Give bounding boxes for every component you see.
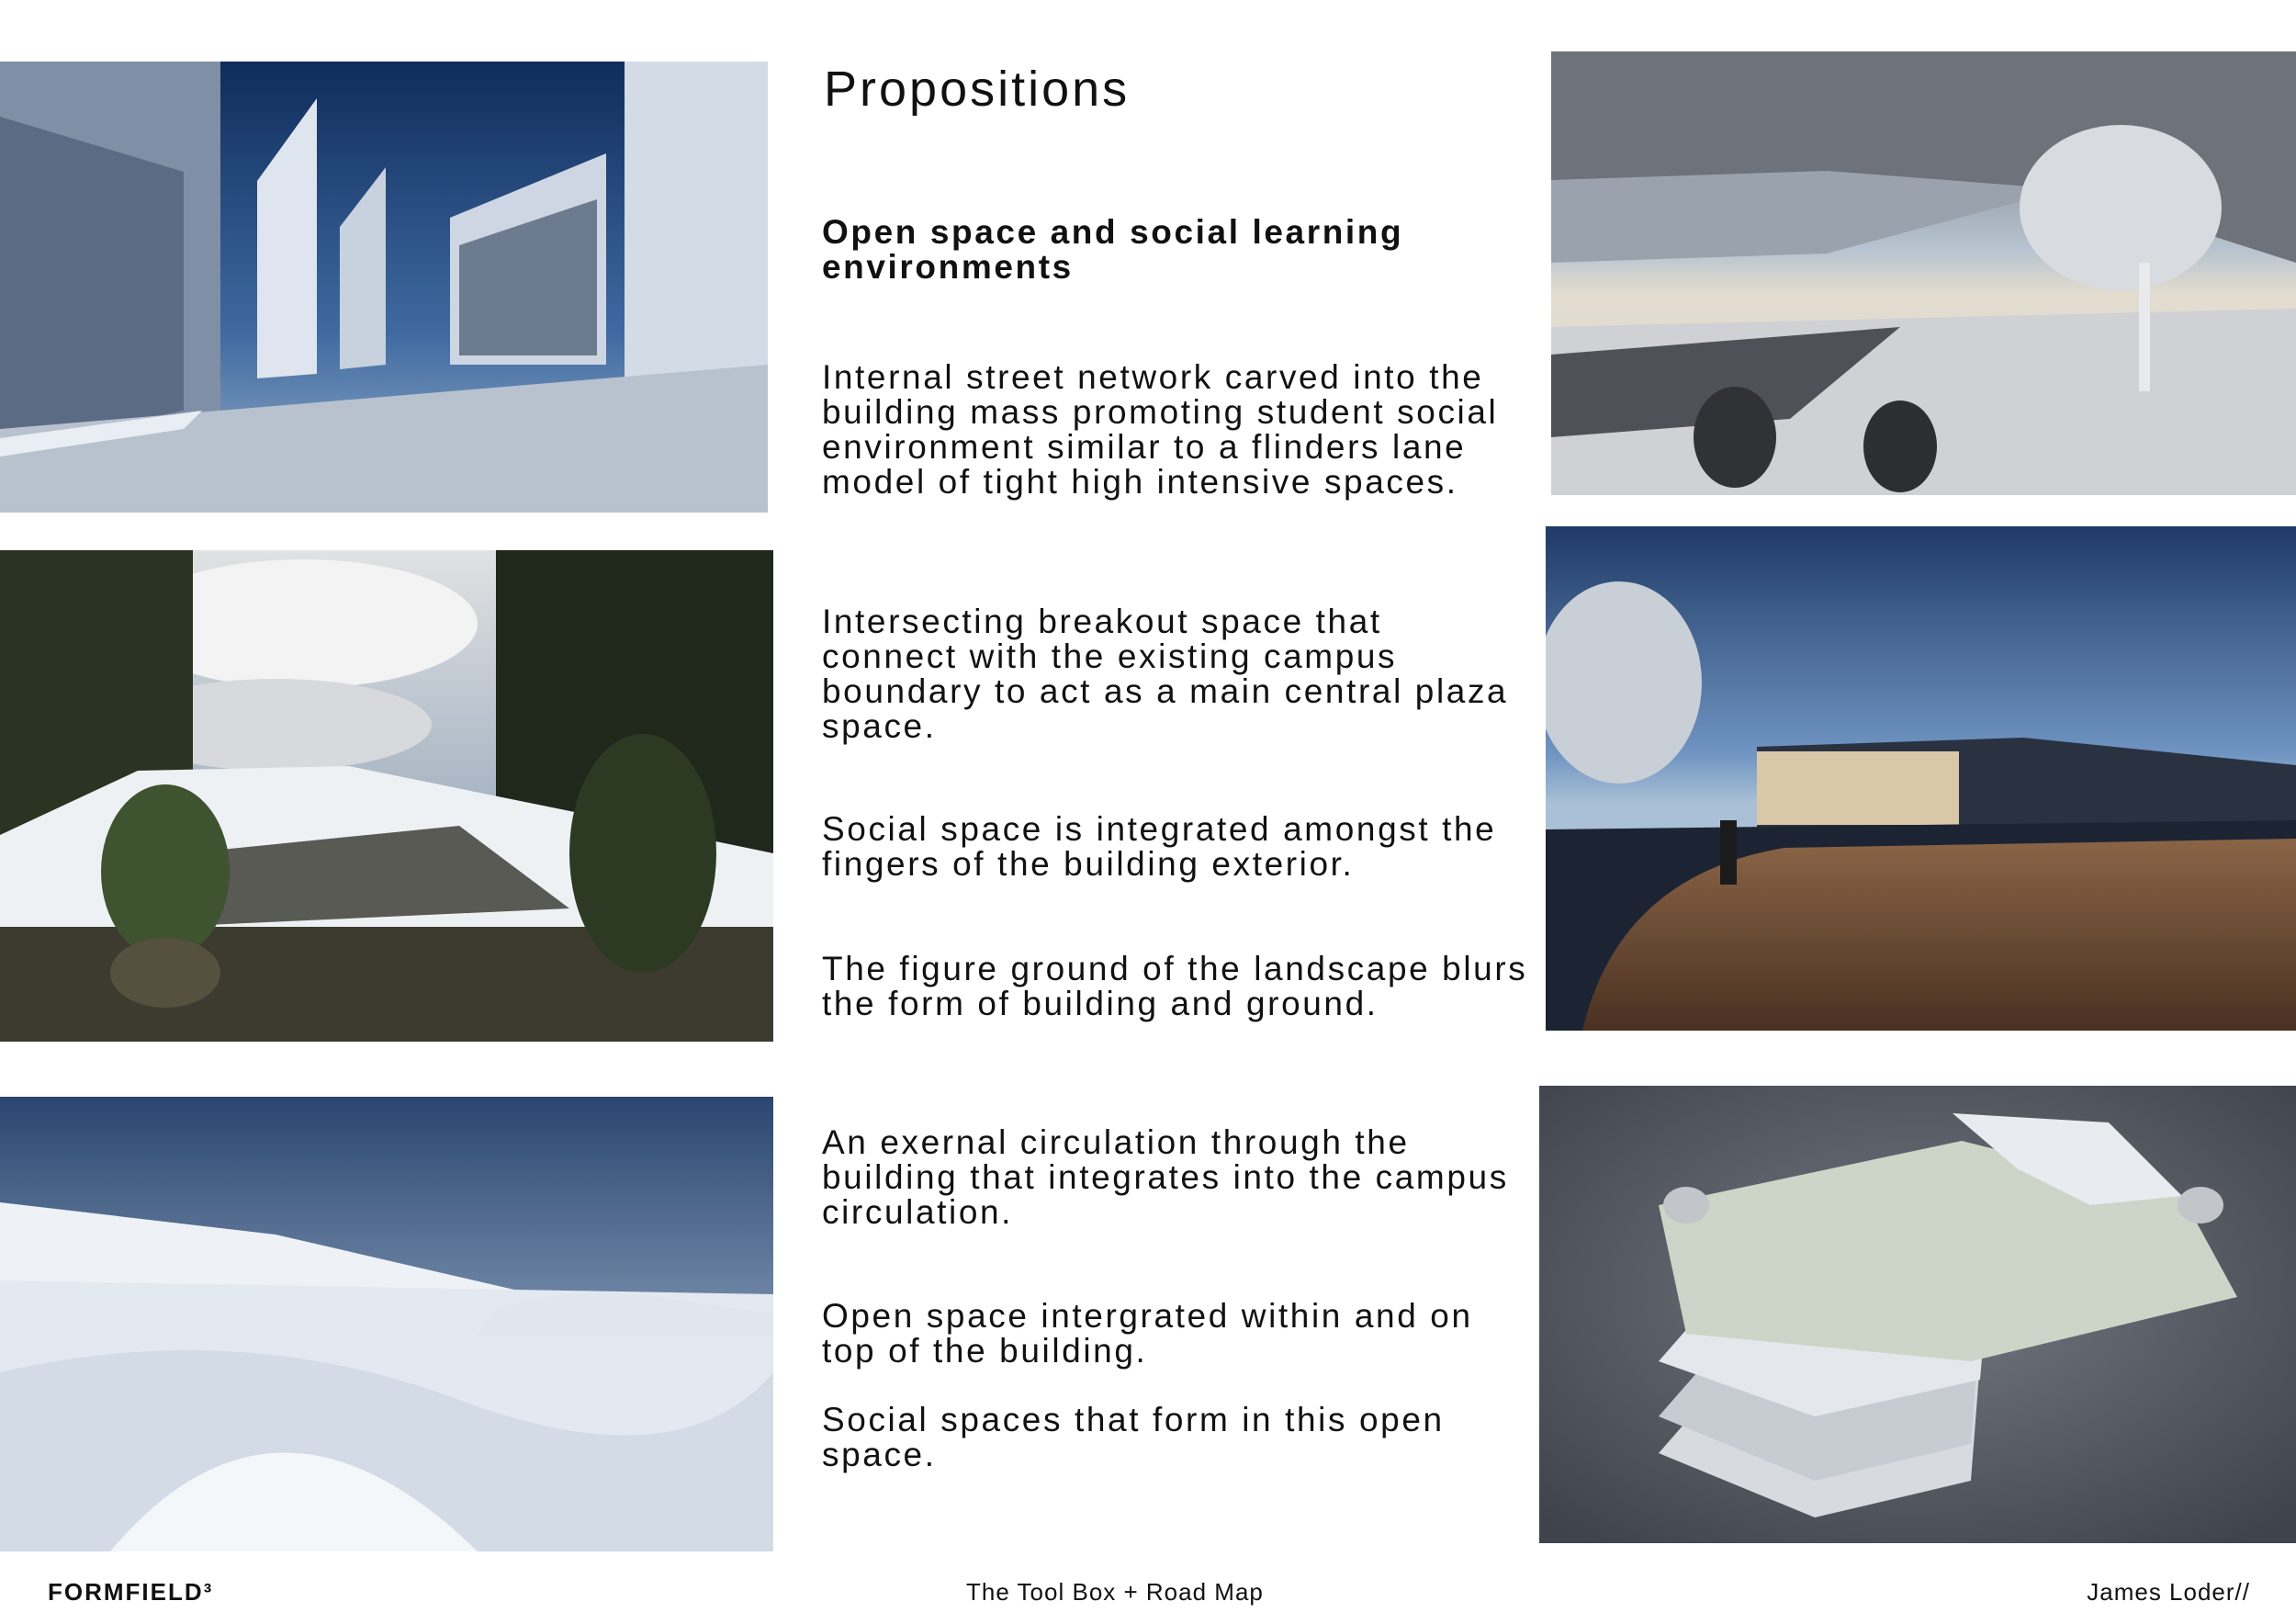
campus-trees-render: [0, 550, 773, 1042]
proposition-paragraph: An exernal circulation through the building that integrates into the campus circulation.: [822, 1123, 1509, 1231]
footer-project: The Tool Box + Road Map: [966, 1578, 1264, 1606]
page-title: Propositions: [824, 62, 1131, 117]
internal-street-render: [0, 62, 768, 513]
proposition-paragraph: Social space is integrated amongst the fingers of the building exterior.: [822, 810, 1497, 883]
proposition-paragraph: Open space intergrated within and on top of the building.: [822, 1297, 1473, 1370]
timber-plaza-render: [1546, 526, 2296, 1031]
proposition-paragraph: Intersecting breakout space that connect with the existing campus boundary to act as a main central plaza space.: [822, 603, 1509, 745]
footer-author: James Loder//: [2087, 1578, 2250, 1606]
proposition-paragraph: Social spaces that form in this open space.: [822, 1401, 1445, 1473]
proposition-paragraph: The figure ground of the landscape blurs the form of building and ground.: [822, 950, 1528, 1022]
footer-brand: FORMFIELD³: [48, 1578, 214, 1606]
section-subheading: Open space and social learning environments: [822, 213, 1404, 286]
stepped-model-render: [1539, 1086, 2296, 1543]
white-landscape-render: [0, 1097, 773, 1551]
proposition-paragraph: Internal street network carved into the building mass promoting student social environment similar to a flinders lane model of tight high intensive spaces.: [822, 358, 1499, 501]
undercroft-tree-render: [1551, 51, 2296, 495]
